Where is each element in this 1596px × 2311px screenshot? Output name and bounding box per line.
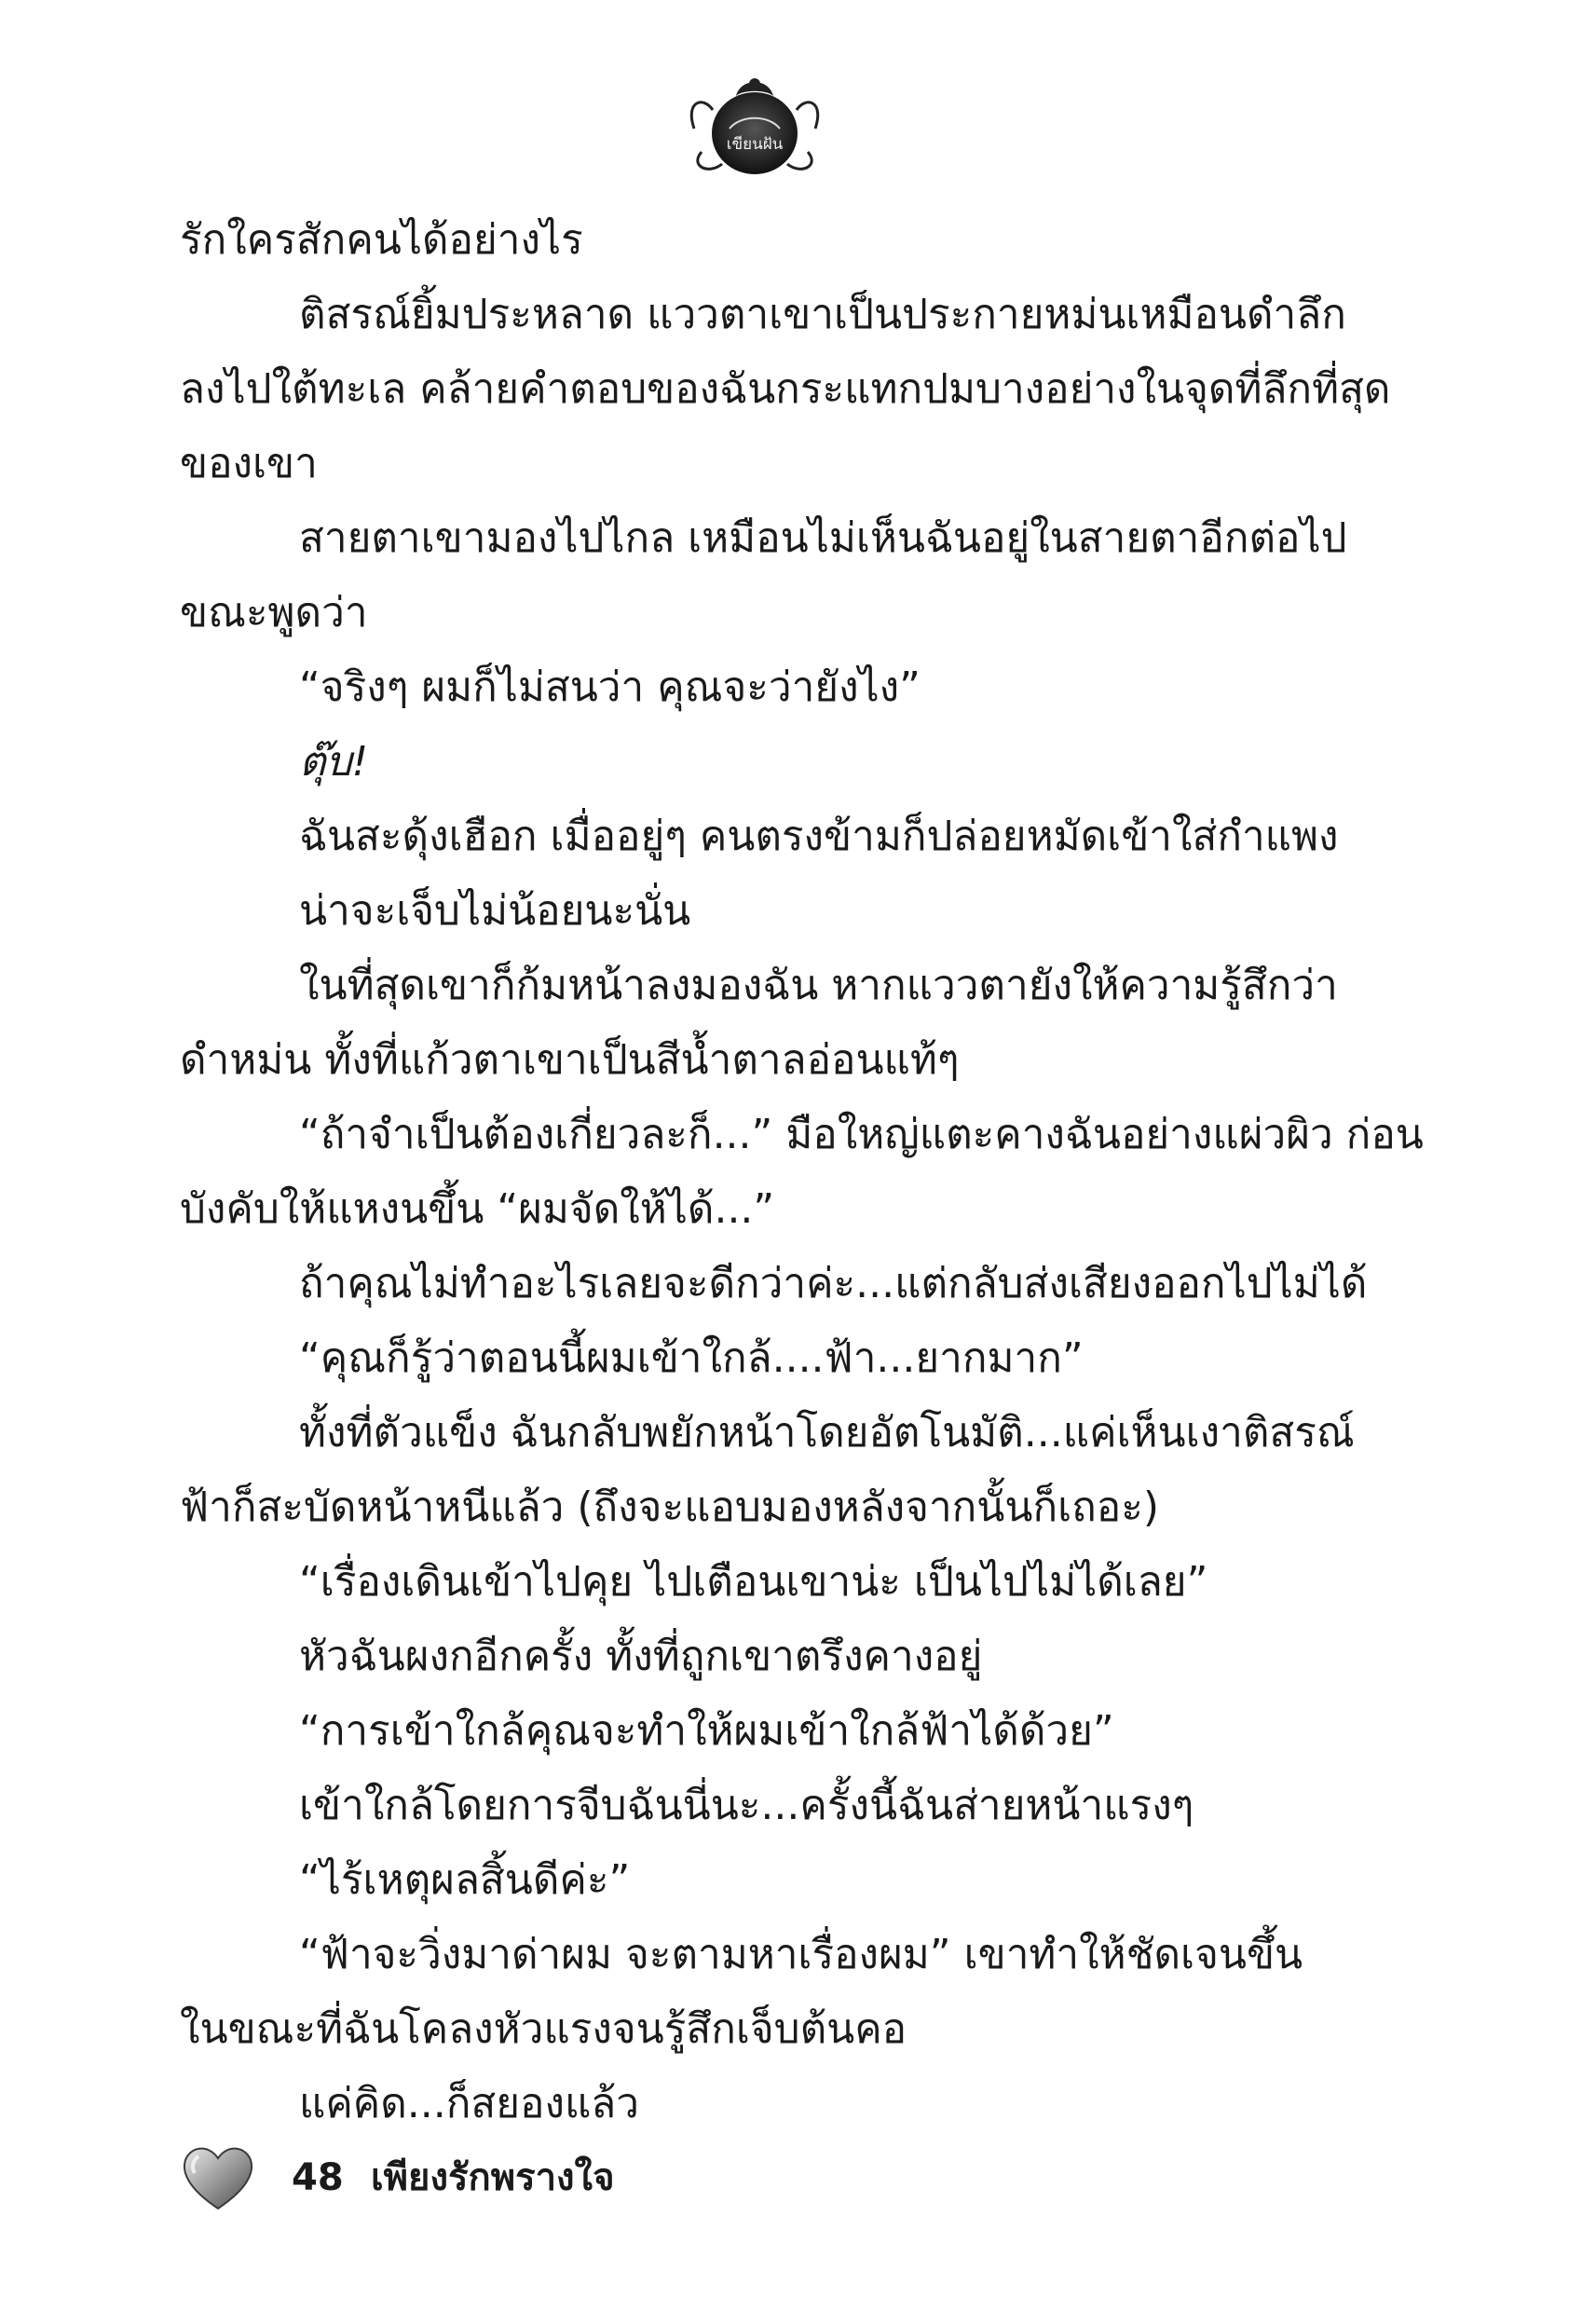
text-line: ขณะพูดว่า: [180, 589, 368, 636]
text-line: ฟ้าก็สะบัดหน้าหนีแล้ว (ถึงจะแอบมองหลังจากนั้นก็เถอะ): [180, 1484, 1159, 1531]
text-line: “การเข้าใกล้คุณจะทำให้ผมเข้าใกล้ฟ้าได้ด้วย”: [299, 1707, 1114, 1755]
text-line: ของเขา: [180, 440, 318, 487]
text-line: ในที่สุดเขาก็ก้มหน้าลงมองฉัน หากแววตายังให้ความรู้สึกว่า: [299, 962, 1338, 1009]
text-line: “คุณก็รู้ว่าตอนนี้ผมเข้าใกล้....ฟ้า...ยากมาก”: [299, 1334, 1084, 1382]
page-number: 48: [292, 2156, 344, 2199]
text-line: ดำหม่น ทั้งที่แก้วตาเขาเป็นสีน้ำตาลอ่อนแท้ๆ: [180, 1036, 960, 1084]
text-line: “เรื่องเดินเข้าไปคุย ไปเตือนเขาน่ะ เป็นไปไม่ได้เลย”: [299, 1558, 1208, 1606]
text-line: ถ้าคุณไม่ทำอะไรเลยจะดีกว่าค่ะ...แต่กลับส่งเสียงออกไปไม่ได้: [299, 1260, 1368, 1307]
text-line: รักใครสักคนได้อย่างไร: [180, 216, 583, 264]
text-line: หัวฉันผงกอีกครั้ง ทั้งที่ถูกเขาตรึงคางอยู่: [299, 1633, 983, 1680]
text-line: ลงไปใต้ทะเล คล้ายคำตอบของฉันกระแทกปมบางอย่างในจุดที่ลึกที่สุด: [180, 365, 1391, 413]
text-line: “จริงๆ ผมก็ไม่สนว่า คุณจะว่ายังไง”: [299, 663, 921, 711]
text-line: ในขณะที่ฉันโคลงหัวแรงจนรู้สึกเจ็บต้นคอ: [180, 2005, 907, 2053]
publisher-logo: [685, 63, 825, 185]
text-line: ติสรณ์ยิ้มประหลาด แววตาเขาเป็นประกายหม่นเหมือนดำลึก: [299, 291, 1346, 338]
text-line: “ฟ้าจะวิ่งมาด่าผม จะตามหาเรื่องผม” เขาทำให้ชัดเจนขึ้น: [299, 1931, 1303, 1978]
text-line: บังคับให้แหงนขึ้น “ผมจัดให้ได้...”: [180, 1185, 775, 1233]
book-title: เพียงรักพรางใจ: [371, 2156, 615, 2199]
text-line: ทั้งที่ตัวแข็ง ฉันกลับพยักหน้าโดยอัตโนมัติ...แค่เห็นเงาติสรณ์: [299, 1409, 1355, 1456]
text-line: “ไร้เหตุผลสิ้นดีค่ะ”: [299, 1856, 631, 1904]
logo-text: เขียนฝัน: [726, 135, 784, 154]
page-footer: [180, 2141, 832, 2216]
text-line: น่าจะเจ็บไม่น้อยนะนั่น: [299, 887, 691, 935]
text-line: เข้าใกล้โดยการจีบฉันนี่นะ...ครั้งนี้ฉันส่ายหน้าแรงๆ: [299, 1782, 1194, 1829]
text-line: สายตาเขามองไปไกล เหมือนไม่เห็นฉันอยู่ในสายตาอีกต่อไป: [299, 514, 1347, 562]
text-line: “ถ้าจำเป็นต้องเกี่ยวละก็...” มือใหญ่แตะคางฉันอย่างแผ่วผิว ก่อน: [299, 1111, 1424, 1158]
text-line-sound-effect: ตุ๊บ!: [299, 738, 369, 786]
heart-icon: [180, 2141, 256, 2212]
text-line: แค่คิด...ก็สยองแล้ว: [299, 2080, 639, 2127]
text-line: ฉันสะดุ้งเฮือก เมื่ออยู่ๆ คนตรงข้ามก็ปล่อยหมัดเข้าใส่กำแพง: [299, 813, 1339, 860]
